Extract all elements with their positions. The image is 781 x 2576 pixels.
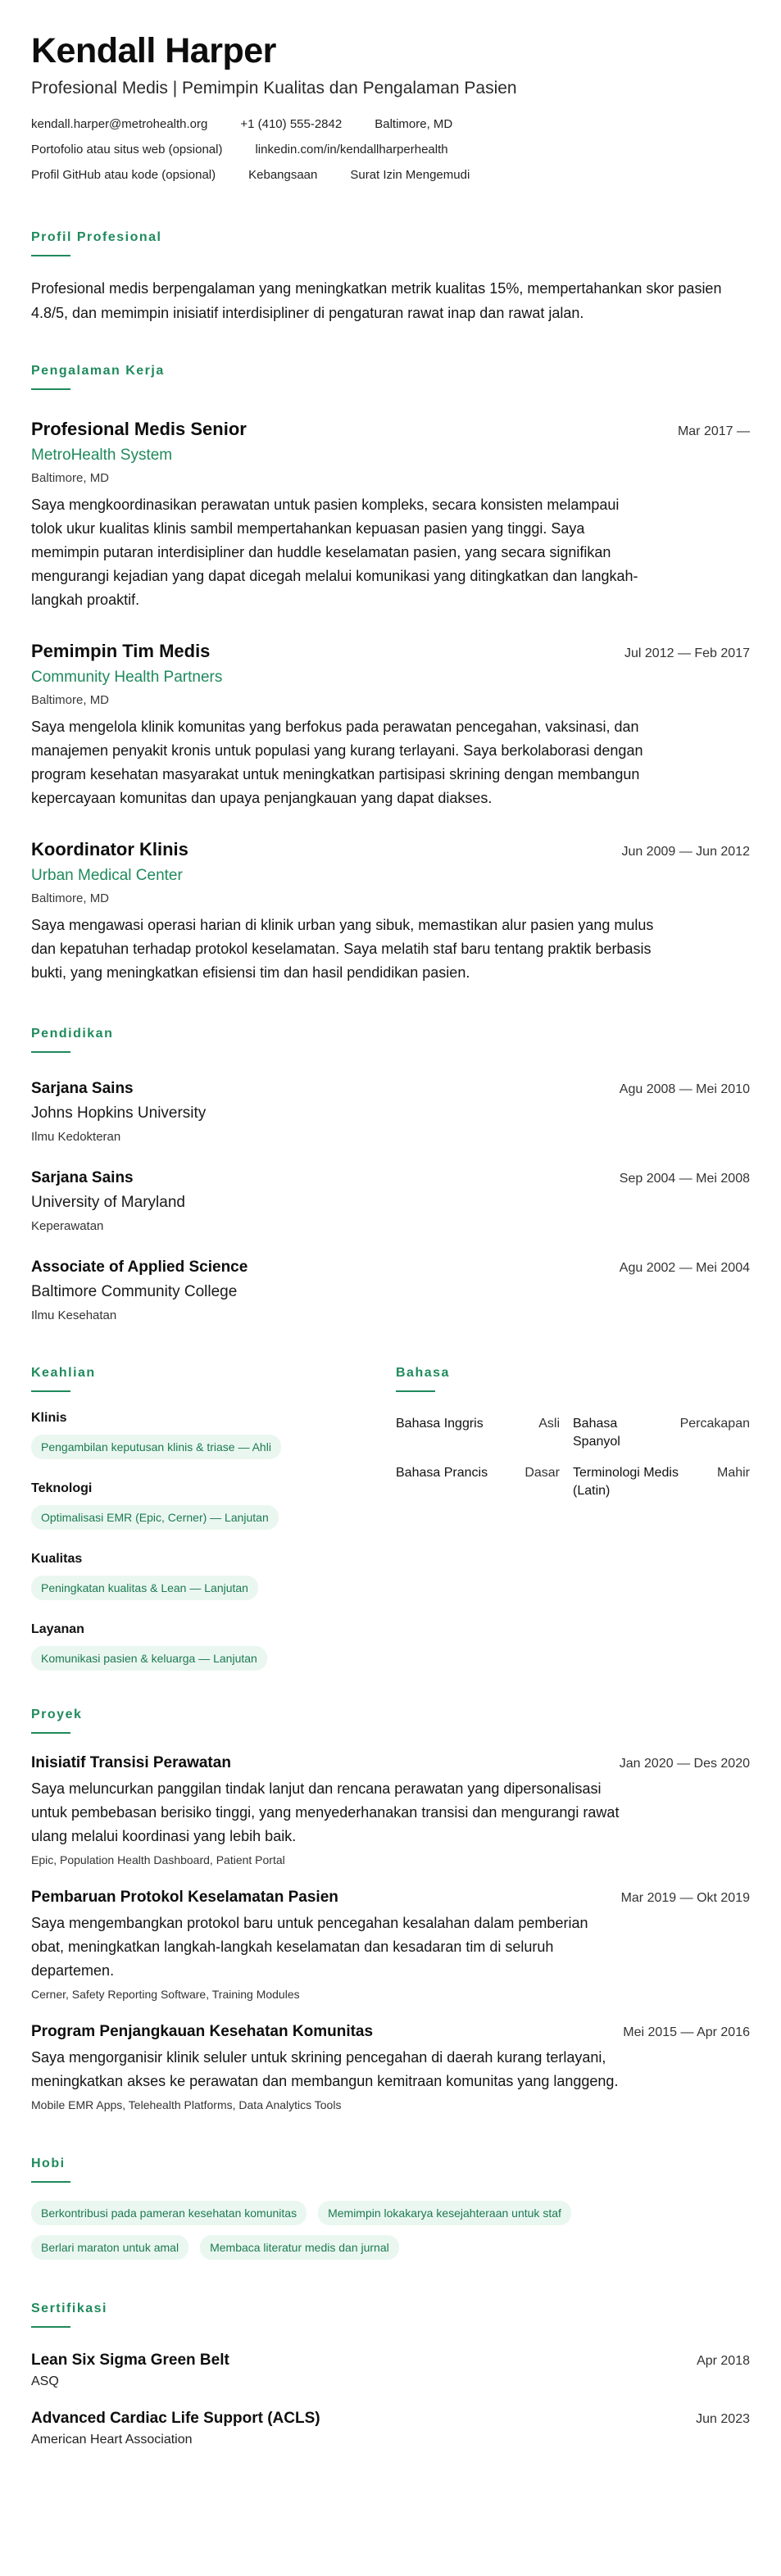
- section-title: Proyek: [31, 1708, 83, 1721]
- job-description: Saya mengawasi operasi harian di klinik urban yang sibuk, memastikan alur pasien yang mulus dan kepatuhan terhadap protokol keselamatan. Saya melatih staf baru tentang praktik berbasis bukti, yang meningkatkan efisiensi tim dan hasil pendidikan pasien.: [31, 917, 654, 981]
- project-description: Saya meluncurkan panggilan tindak lanjut dan rencana perawatan yang dipersonalisasi untuk pembebasan berisiko tinggi, yang menyederhanakan transisi dan mengurangi rawat ulang melalui koordinasi yang lebih baik.: [31, 1780, 620, 1844]
- drivers-license-text: Surat Izin Mengemudi: [350, 168, 470, 182]
- location-text: Baltimore, MD: [375, 117, 453, 131]
- section-title: Bahasa: [396, 1366, 450, 1380]
- job-dates: Jul 2012 — Feb 2017: [624, 646, 750, 660]
- certification-issuer: ASQ: [31, 2374, 59, 2388]
- job-title: Pemimpin Tim Medis: [31, 641, 211, 661]
- profile-summary: Profesional medis berpengalaman yang meningkatkan metrik kualitas 15%, mempertahankan skor pasien 4.8/5, dan memimpin inisiatif interdisipliner di pengaturan rawat inap dan rawat jalan.: [31, 280, 722, 321]
- certification-date: Apr 2018: [697, 2354, 750, 2368]
- education-dates: Agu 2008 — Mei 2010: [619, 1082, 750, 1096]
- skill-chip: Peningkatan kualitas & Lean — Lanjutan: [31, 1576, 258, 1600]
- degree-title: Sarjana Sains: [31, 1169, 134, 1186]
- education-entry: [31, 1079, 750, 1145]
- degree-title: Sarjana Sains: [31, 1080, 134, 1097]
- skill-category: Klinis: [31, 1411, 67, 1425]
- project-technologies: Mobile EMR Apps, Telehealth Platforms, Data Analytics Tools: [31, 2098, 342, 2111]
- skill-chip: Pengambilan keputusan klinis & triase — Ahli: [31, 1435, 281, 1459]
- skill-group: [31, 1481, 396, 1530]
- hobbies-section: [31, 2156, 750, 2260]
- section-title: Hobi: [31, 2156, 66, 2170]
- skill-category: Kualitas: [31, 1552, 83, 1566]
- language-name: Bahasa Spanyol: [573, 1417, 620, 1449]
- section-divider: [31, 2326, 70, 2328]
- skill-category: Layanan: [31, 1622, 84, 1636]
- project-technologies: Cerner, Safety Reporting Software, Training Modules: [31, 1988, 300, 2001]
- study-field: Keperawatan: [31, 1219, 104, 1233]
- language-item: [396, 1415, 573, 1451]
- contact-row-3: [31, 167, 750, 184]
- education-entry: [31, 1168, 750, 1235]
- skills-section: [31, 1365, 396, 1671]
- project-title: Pembaruan Protokol Keselamatan Pasien: [31, 1889, 338, 1906]
- skill-category: Teknologi: [31, 1481, 93, 1495]
- candidate-headline: Profesional Medis | Pemimpin Kualitas dan Pengalaman Pasien: [31, 79, 517, 98]
- project-technologies: Epic, Population Health Dashboard, Patient Portal: [31, 1853, 285, 1866]
- language-item: [573, 1464, 750, 1500]
- project-dates: Mar 2019 — Okt 2019: [620, 1891, 750, 1905]
- project-entry: [31, 2022, 750, 2113]
- education-section: [31, 1026, 750, 1324]
- project-dates: Mei 2015 — Apr 2016: [623, 2025, 750, 2039]
- skill-group: [31, 1621, 396, 1671]
- language-level: Asli: [538, 1417, 560, 1431]
- contact-row-1: [31, 116, 750, 133]
- section-title: Pengalaman Kerja: [31, 364, 165, 378]
- section-title: Profil Profesional: [31, 230, 162, 244]
- languages-grid: [396, 1415, 750, 1500]
- section-title: Sertifikasi: [31, 2302, 107, 2315]
- language-name: Bahasa Inggris: [396, 1417, 484, 1431]
- job-title: Profesional Medis Senior: [31, 419, 247, 439]
- languages-section: [396, 1365, 750, 1671]
- job-location: Baltimore, MD: [31, 471, 110, 485]
- project-description: Saya mengorganisir klinik seluler untuk skrining pencegahan di daerah kurang terlayani, meningkatkan akses ke perawatan dan membangun kemitraan komunitas yang langgeng.: [31, 2049, 619, 2089]
- hobby-chip: Memimpin lokakarya kesejahteraan untuk staf: [318, 2201, 571, 2225]
- language-name: Terminologi Medis (Latin): [573, 1466, 679, 1498]
- email-link[interactable]: kendall.harper@metrohealth.org: [31, 117, 208, 131]
- study-field: Ilmu Kedokteran: [31, 1130, 121, 1144]
- skill-group: [31, 1551, 396, 1600]
- job-dates: Jun 2009 — Jun 2012: [621, 845, 750, 859]
- language-level: Percakapan: [679, 1417, 750, 1431]
- hobby-chips: [31, 2201, 654, 2260]
- project-description: Saya mengembangkan protokol baru untuk pencegahan kesalahan dalam pemberian obat, meningkatkan langkah-langkah keselamatan dan kesadaran tim di seluruh departemen.: [31, 1915, 588, 1979]
- education-dates: Agu 2002 — Mei 2004: [619, 1261, 750, 1275]
- school-name: Baltimore Community College: [31, 1283, 238, 1300]
- resume-header: [31, 29, 750, 184]
- linkedin-link[interactable]: linkedin.com/in/kendallharperhealth: [255, 143, 448, 156]
- section-title: Keahlian: [31, 1366, 96, 1380]
- certification-date: Jun 2023: [696, 2412, 750, 2426]
- company-name: Urban Medical Center: [31, 867, 183, 884]
- job-entry: [31, 418, 750, 612]
- hobby-chip: Membaca literatur medis dan jurnal: [200, 2235, 399, 2260]
- profile-section: [31, 229, 750, 325]
- github-link[interactable]: Profil GitHub atau kode (opsional): [31, 168, 216, 182]
- certification-entry: [31, 2351, 750, 2391]
- job-dates: Mar 2017 —: [677, 424, 750, 438]
- job-title: Koordinator Klinis: [31, 839, 188, 859]
- portfolio-link[interactable]: Portofolio atau situs web (opsional): [31, 143, 223, 156]
- skills-languages-row: [31, 1365, 750, 1671]
- section-divider: [396, 1390, 435, 1392]
- language-level: Dasar: [524, 1466, 560, 1480]
- nationality-text: Kebangsaan: [248, 168, 318, 182]
- section-divider: [31, 255, 70, 256]
- section-divider: [31, 1732, 70, 1734]
- projects-section: [31, 1707, 750, 2113]
- section-divider: [31, 1051, 70, 1053]
- project-entry: [31, 1888, 750, 2002]
- project-title: Inisiatif Transisi Perawatan: [31, 1754, 231, 1771]
- contact-row-2: [31, 142, 750, 158]
- job-location: Baltimore, MD: [31, 891, 110, 905]
- language-level: Mahir: [716, 1466, 750, 1480]
- education-entry: [31, 1258, 750, 1324]
- project-entry: [31, 1753, 750, 1868]
- section-title: Pendidikan: [31, 1027, 114, 1041]
- project-title: Program Penjangkauan Kesehatan Komunitas: [31, 2023, 374, 2040]
- language-name: Bahasa Prancis: [396, 1466, 488, 1480]
- school-name: University of Maryland: [31, 1194, 185, 1211]
- certifications-section: [31, 2301, 750, 2449]
- skill-group: [31, 1410, 396, 1459]
- hobby-chip: Berlari maraton untuk amal: [31, 2235, 188, 2260]
- job-entry: [31, 838, 750, 985]
- job-location: Baltimore, MD: [31, 693, 110, 707]
- school-name: Johns Hopkins University: [31, 1104, 207, 1122]
- job-entry: [31, 640, 750, 810]
- job-description: Saya mengelola klinik komunitas yang berfokus pada perawatan pencegahan, vaksinasi, dan manajemen penyakit kronis untuk populasi yang kurang terlayani. Saya berkolaborasi dengan program kesehatan masyarakat untuk meningkatkan partisipasi skrining dengan membangun kepercayaan komunitas dan upaya penjangkauan yang dapat diakses.: [31, 719, 643, 806]
- hobby-chip: Berkontribusi pada pameran kesehatan komunitas: [31, 2201, 306, 2225]
- certification-issuer: American Heart Association: [31, 2433, 193, 2447]
- certification-name: Advanced Cardiac Life Support (ACLS): [31, 2410, 320, 2427]
- experience-section: [31, 363, 750, 985]
- language-item: [573, 1415, 750, 1451]
- section-divider: [31, 1390, 70, 1392]
- company-name: Community Health Partners: [31, 669, 223, 686]
- degree-title: Associate of Applied Science: [31, 1259, 248, 1276]
- project-dates: Jan 2020 — Des 2020: [619, 1757, 750, 1771]
- company-name: MetroHealth System: [31, 447, 173, 464]
- skill-chip: Komunikasi pasien & keluarga — Lanjutan: [31, 1646, 267, 1671]
- phone-link[interactable]: +1 (410) 555-2842: [240, 117, 343, 131]
- candidate-name: Kendall Harper: [31, 31, 276, 70]
- certification-name: Lean Six Sigma Green Belt: [31, 2352, 229, 2369]
- job-description: Saya mengkoordinasikan perawatan untuk pasien kompleks, secara konsisten melampaui tolok ukur kualitas klinis sambil mempertahankan kepuasan pasien yang tinggi. Saya memimpin putaran interdisipliner dan huddle keselamatan pasien, yang secara signifikan mengurangi kejadian yang dapat dicegah melalui komunikasi yang ditingkatkan dan langkah-langkah proaktif.: [31, 497, 638, 608]
- skill-chip: Optimalisasi EMR (Epic, Cerner) — Lanjutan: [31, 1505, 279, 1530]
- education-dates: Sep 2004 — Mei 2008: [619, 1172, 750, 1186]
- study-field: Ilmu Kesehatan: [31, 1308, 117, 1322]
- section-divider: [31, 388, 70, 390]
- section-divider: [31, 2181, 70, 2183]
- certification-entry: [31, 2409, 750, 2449]
- language-item: [396, 1464, 573, 1500]
